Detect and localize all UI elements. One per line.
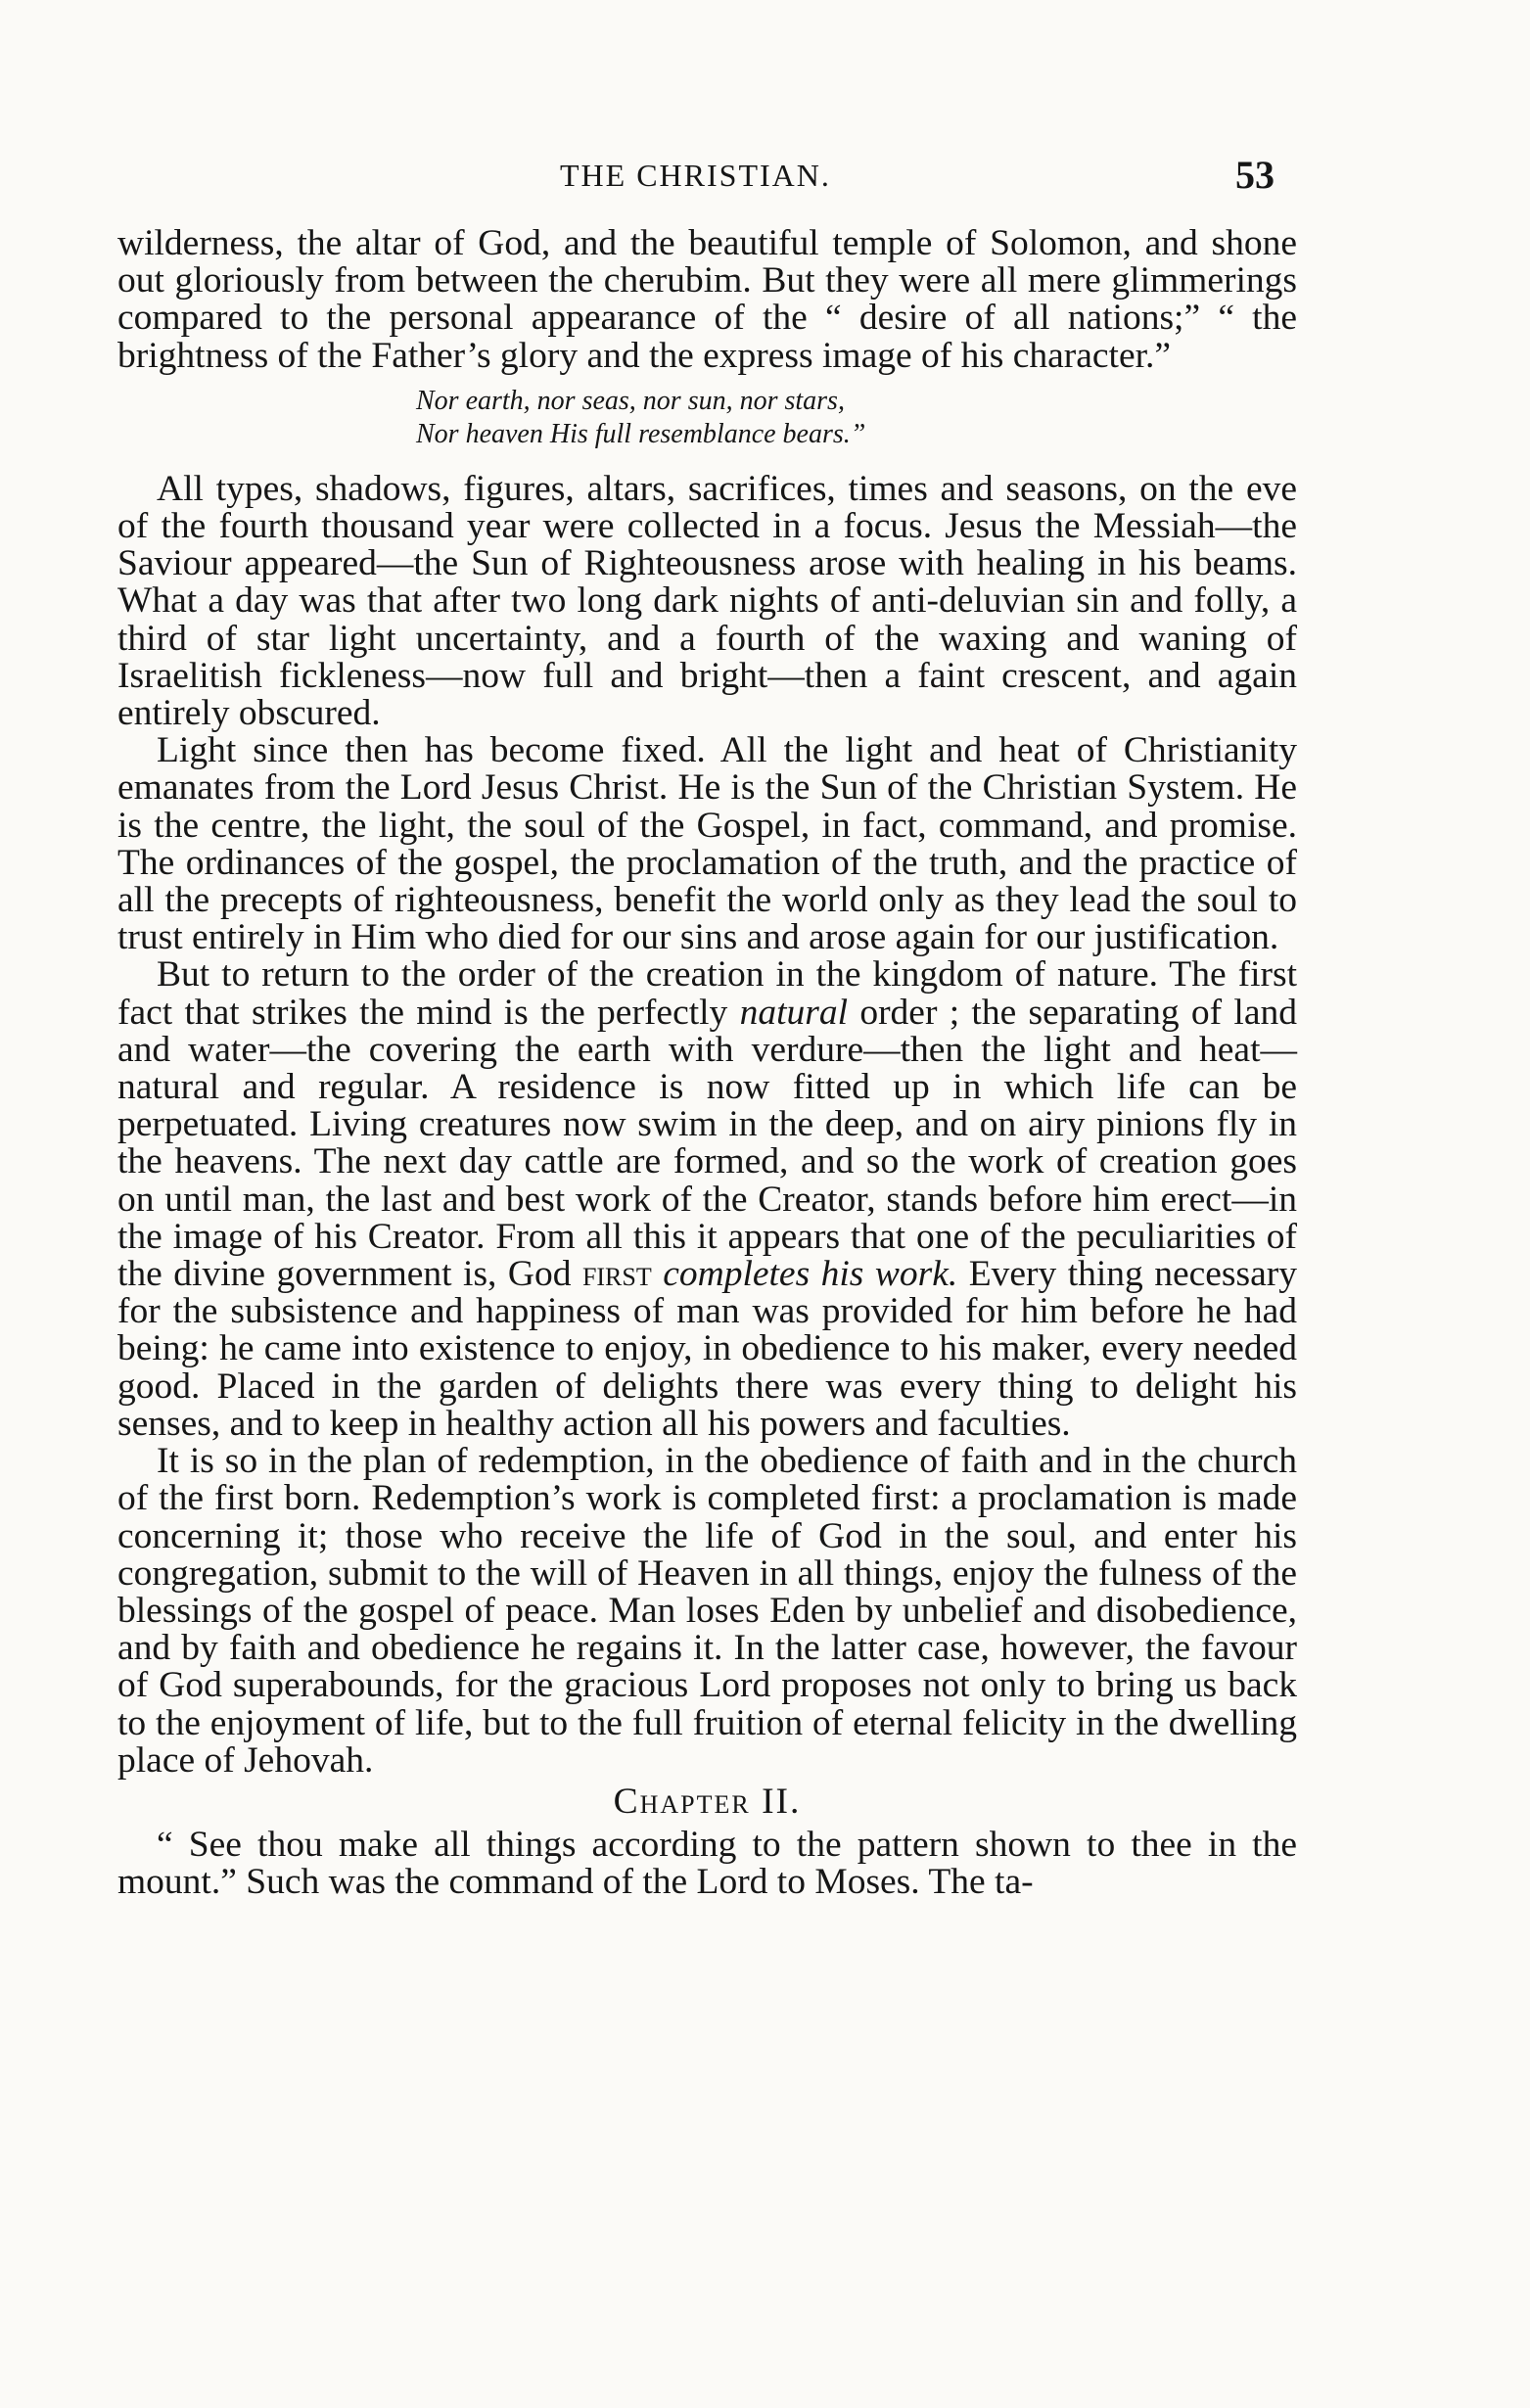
text-run: Every thing necessary for the subsistence and happiness of man was provided for him before he had being: he came into existence to enjoy, in obedience to his maker, every needed good. Placed in the garden of delights there was every thing to delight his senses, and to keep in healthy action all his powers and faculties. xyxy=(117,1254,1297,1444)
emphasis-natural: natural xyxy=(739,992,849,1033)
poem-line: Nor heaven His full resemblance bears.” xyxy=(416,418,866,449)
paragraph-light-fixed: Light since then has become fixed. All the light and heat of Christianity emanates from the Lord Jesus Christ. He is the Sun of the Christian System. He is the centre, the light, the soul of the Gospel, in fact, command, and promise. The ordinances of the gospel, the proclamation of the truth, and the practice of all the precepts of righteousness, benefit the world only as they lead the soul to trust entirely in Him who died for our sins and arose again for our justification. xyxy=(117,730,1297,958)
poem-line: Nor earth, nor seas, nor sun, nor stars, xyxy=(416,385,845,416)
body-text xyxy=(117,225,1297,1902)
text-run: But to return to the order of the creation in the kingdom of nature. The first fact that strikes the mind is the perfectly xyxy=(117,954,1297,1033)
page-header xyxy=(119,152,1275,201)
chapter-heading: Chapter II. xyxy=(613,1781,802,1822)
emphasis-completes: completes his work. xyxy=(663,1254,958,1295)
paragraph-plan-of-redemption: It is so in the plan of redemption, in the obedience of faith and in the church of the first born. Redemption’s work is completed first: a proclamation is made concerning it; those who receive the life of God in the soul, and enter his congregation, submit to the will of Heaven in all things, enjoy the fulness of the blessings of the gospel of peace. Man loses Eden by unbelief and disobedience, and by faith and obedience he regains it. In the latter case, however, the favour of God superabounds, for the gracious Lord proposes not only to bring us back to the enjoyment of life, but to the full fruition of eternal felicity in the dwelling place of Jehovah. xyxy=(117,1441,1297,1781)
small-caps-first: first xyxy=(581,1254,652,1295)
text-run: order ; the separating of land and water—the covering the earth with verdure—then the light and heat—natural and regular. A residence is now fitted up in which life can be perpetuated. Living creatures now swim in the deep, and on airy pinions fly in the heavens. The next day cattle are formed, and so the work of creation goes on until man, the last and best work of the Creator, stands before him erect—in the image of his Creator. From all this it appears that one of the peculiarities of the divine government is, God xyxy=(117,992,1297,1295)
poem-quotation xyxy=(416,385,1297,451)
paragraph-chapter-opening: “ See thou make all things according to the pattern shown to thee in the mount.” Such was the command of the Lord to Moses. The ta- xyxy=(117,1825,1297,1903)
paragraph-order-of-creation xyxy=(117,956,1297,1443)
paragraph-types-shadows: All types, shadows, figures, altars, sacrifices, times and seasons, on the eve of the fourth thousand year were collected in a focus. Jesus the Messiah—the Saviour appeared—the Sun of Righteousness arose with healing in his beams. What a day was that after two long dark nights of anti-deluvian sin and folly, a third of star light uncertainty, and a fourth of the waxing and waning of Israelitish fickleness—now full and bright—then a faint crescent, and again entirely obscured. xyxy=(117,468,1297,734)
paragraph-wilderness: wilderness, the altar of God, and the beautiful temple of Solomon, and shone out gloriously from between the cherubim. But they were all mere glimmerings compared to the personal appearance of the “ desire of all nations;” “ the brightness of the Father’s glory and the express image of his character.” xyxy=(117,223,1297,376)
running-title: THE CHRISTIAN. xyxy=(560,158,831,193)
page-number: 53 xyxy=(1235,153,1275,197)
